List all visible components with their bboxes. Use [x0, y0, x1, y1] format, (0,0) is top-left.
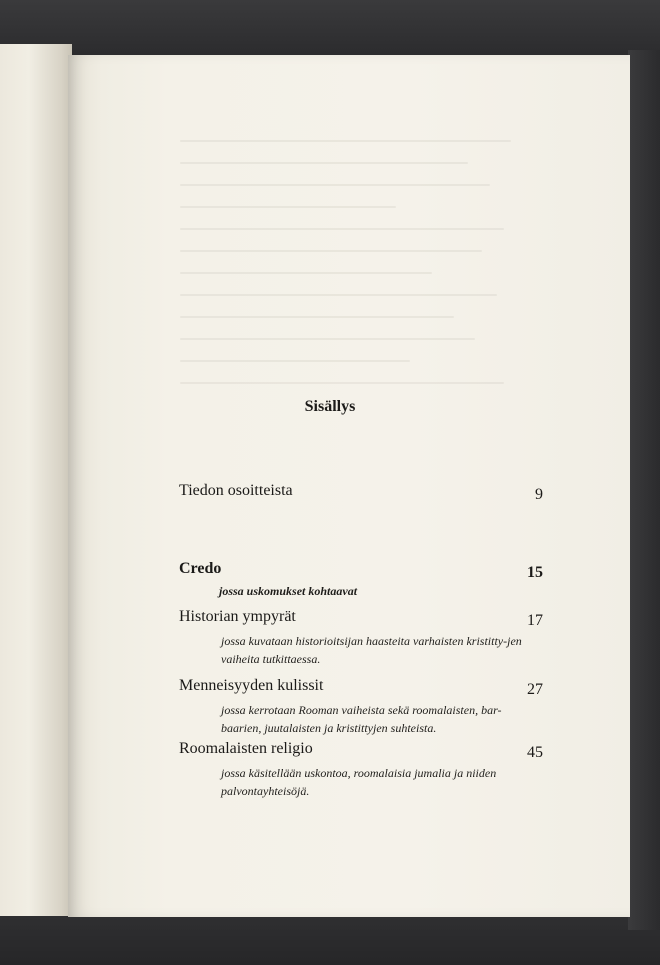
toc-entry-title: Historian ympyrät	[179, 608, 296, 625]
toc-entry	[179, 677, 543, 737]
toc-entry-title: Menneisyyden kulissit	[179, 677, 324, 694]
toc-entry-description: jossa käsitellään uskontoa, roomalaisia jumalia ja niiden palvontayhteisöjä.	[221, 766, 497, 798]
toc-entry-page: 15	[527, 564, 543, 581]
toc-entry-page: 45	[527, 744, 543, 761]
toc-entry-title: Roomalaisten religio	[179, 740, 313, 757]
book-cover-bottom	[0, 912, 660, 965]
book-cover-right	[628, 50, 660, 930]
toc-entry-page: 9	[535, 486, 543, 503]
toc-entry-description: jossa kuvataan historioitsijan haasteita varhaisten kristitty-jen vaiheita tutkittaessa.	[221, 634, 522, 666]
toc-title: Sisällys	[304, 398, 356, 415]
toc-entry	[179, 608, 543, 668]
toc-entry-page: 17	[527, 612, 543, 629]
toc-entry-description: jossa uskomukset kohtaavat	[219, 584, 358, 598]
toc-entry	[179, 740, 543, 800]
toc-entry-title: Credo	[179, 560, 222, 577]
book-cover-top	[0, 0, 660, 62]
toc-entry	[179, 482, 543, 504]
toc-entry-page: 27	[527, 681, 543, 698]
show-through-text	[180, 140, 540, 470]
left-page	[0, 44, 72, 916]
toc-entry	[179, 560, 543, 600]
toc-entry-description: jossa kerrotaan Rooman vaiheista sekä roomalaisten, bar-baarien, juutalaisten ja kristittyjen suhteista.	[221, 703, 502, 735]
toc-entry-title: Tiedon osoitteista	[179, 482, 293, 499]
